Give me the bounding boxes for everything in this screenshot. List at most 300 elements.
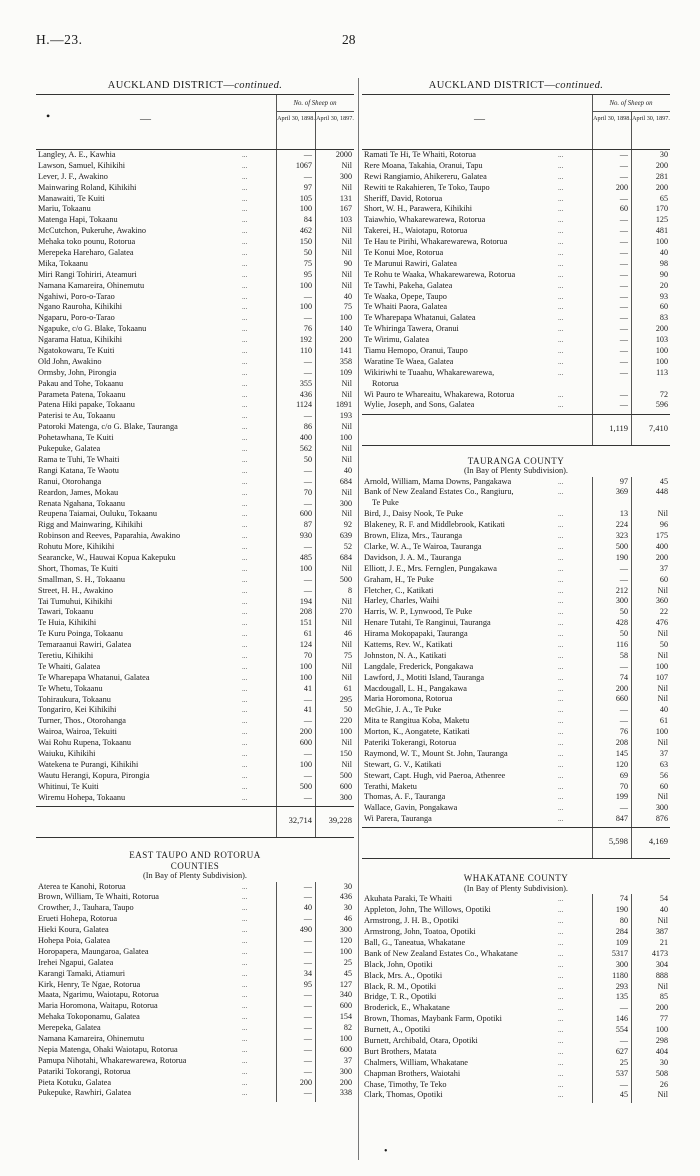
- table-row: [36, 586, 354, 597]
- sheep-1898: 146: [615, 1014, 628, 1024]
- sheep-1898: 50: [619, 629, 628, 639]
- owner-name: Bank of New Zealand Estates Co., Whakatane: [364, 948, 518, 958]
- sheep-1897: 300: [655, 803, 668, 813]
- sheep-1898: 60: [619, 204, 628, 214]
- sheep-1898: —: [303, 1033, 312, 1043]
- sheep-1897: 167: [339, 204, 352, 214]
- leader-dots: ...: [558, 895, 564, 904]
- sheep-1897: 387: [655, 927, 668, 937]
- sheep-1897: 100: [655, 356, 668, 366]
- sheep-1898: 554: [615, 1025, 628, 1035]
- table-row: [362, 292, 670, 303]
- sheep-1897: 40: [343, 465, 352, 475]
- sheep-1897: 100: [339, 946, 352, 956]
- leader-dots: ...: [558, 303, 564, 312]
- table-row: [362, 927, 670, 938]
- sheep-1898: 323: [615, 531, 628, 541]
- table-row: [36, 248, 354, 259]
- table-row: [36, 958, 354, 969]
- owner-name: Temaraanui Rawiri, Galatea: [38, 640, 132, 650]
- table-row: [362, 971, 670, 982]
- sheep-1897: 40: [659, 705, 668, 715]
- owner-name: Pamupa Nihotahi, Whakarewarewa, Rotorua: [38, 1055, 187, 1065]
- sheep-1898: 208: [299, 607, 312, 617]
- sheep-1897: 476: [655, 618, 668, 628]
- sheep-1898: —: [303, 946, 312, 956]
- leader-dots: ...: [242, 575, 248, 584]
- leader-dots: ...: [558, 760, 564, 769]
- sheep-1898: 74: [619, 672, 628, 682]
- owner-name: Merepeka Hareharo, Galatea: [38, 248, 134, 258]
- sheep-1897: 684: [339, 552, 352, 562]
- owner-name: Langley, A. E., Kawhia: [38, 150, 116, 159]
- leader-dots: ...: [558, 662, 564, 671]
- table-row: [362, 596, 670, 607]
- sheep-1898: 1180: [612, 970, 628, 980]
- sheep-1898: 199: [615, 792, 628, 802]
- leader-dots: ...: [558, 270, 564, 279]
- table-row: [36, 237, 354, 248]
- table-row: [36, 607, 354, 618]
- owner-name: Bird, J., Daisy Nook, Te Puke: [364, 509, 464, 519]
- sheep-1897: 25: [343, 957, 352, 967]
- leader-dots: ...: [242, 728, 248, 737]
- table-row: [36, 422, 354, 433]
- owner-name: Arnold, William, Mama Downs, Pangakawa: [364, 476, 512, 486]
- leader-dots: ...: [242, 227, 248, 236]
- leader-dots: ...: [558, 390, 564, 399]
- leader-dots: ...: [242, 597, 248, 606]
- owner-name: Merepeka, Galatea: [38, 1023, 101, 1033]
- table-row: [362, 400, 670, 411]
- table-row: [362, 607, 670, 618]
- sheep-1897: 100: [655, 237, 668, 247]
- table-row: [36, 882, 354, 893]
- leader-dots: ...: [242, 205, 248, 214]
- owner-name: Rewiti te Rakahieren, Te Toko, Taupo: [364, 182, 490, 192]
- sheep-1898: —: [619, 193, 628, 203]
- owner-name: Raymond, W. T., Mount St. John, Tauranga: [364, 748, 508, 758]
- leader-dots: ...: [558, 357, 564, 366]
- table-row: [362, 905, 670, 916]
- owner-name: Te Marunui Rawiri, Galatea: [364, 258, 457, 268]
- sheep-1897: 50: [659, 639, 668, 649]
- sheep-1898: 41: [303, 683, 312, 693]
- owner-name: Ranui, Otorohanga: [38, 476, 102, 486]
- sheep-1898: —: [619, 803, 628, 813]
- sheep-1897: 30: [343, 903, 352, 913]
- sheep-1898: —: [619, 302, 628, 312]
- leader-dots: ...: [242, 336, 248, 345]
- sheep-1897: 281: [655, 171, 668, 181]
- sheep-1898: 224: [615, 520, 628, 530]
- leader-dots: ...: [242, 194, 248, 203]
- sheep-1897: 75: [343, 650, 352, 660]
- sheep-1897: Nil: [657, 629, 668, 639]
- sheep-1898: 485: [299, 552, 312, 562]
- leader-dots: ...: [558, 151, 564, 159]
- sheep-1897: 90: [343, 258, 352, 268]
- leader-dots: ...: [558, 314, 564, 323]
- sheep-1897: 220: [339, 716, 352, 726]
- table-row: [362, 379, 670, 390]
- sheep-1897: Nil: [341, 454, 352, 464]
- table-row: [36, 1078, 354, 1089]
- table-row: [36, 335, 354, 346]
- leader-dots: ...: [242, 1013, 248, 1022]
- table-row: [362, 498, 670, 509]
- leader-dots: ...: [242, 958, 248, 967]
- subtotal-row: [362, 827, 670, 859]
- owner-name: Maria Horomona, Rotorua: [364, 694, 453, 704]
- leader-dots: ...: [242, 915, 248, 924]
- sheep-1897: 200: [655, 1003, 668, 1013]
- leader-dots: ...: [558, 1004, 564, 1013]
- table-row: [362, 150, 670, 161]
- sheep-1898: —: [619, 1079, 628, 1089]
- sheep-1898: —: [303, 574, 312, 584]
- table-row: [36, 302, 354, 313]
- sheep-1897: 1891: [335, 400, 352, 410]
- sheep-1897: 596: [655, 400, 668, 410]
- sheep-1898: 45: [619, 1090, 628, 1100]
- sheep-1897: 150: [339, 748, 352, 758]
- table-row: [36, 575, 354, 586]
- sheep-1897: Nil: [341, 444, 352, 454]
- owner-name: Brown, William, Te Whaiti, Rotorua: [38, 892, 159, 902]
- sheep-1897: 400: [655, 541, 668, 551]
- table-row: [36, 892, 354, 903]
- sheep-1898: 192: [299, 335, 312, 345]
- leader-dots: ...: [558, 1047, 564, 1056]
- col-header-1897: April 30, 1897.: [632, 115, 670, 122]
- table-row: [36, 390, 354, 401]
- sheep-1897: 508: [655, 1068, 668, 1078]
- sheep-1898: —: [303, 356, 312, 366]
- table-row: [362, 684, 670, 695]
- sheep-1898: —: [619, 171, 628, 181]
- owner-name: Blakeney, R. F. and Middlebrook, Katikati: [364, 520, 505, 530]
- owner-name: Mita te Rangitua Koba, Maketu: [364, 716, 470, 726]
- sheep-1897: 54: [659, 894, 668, 904]
- leader-dots: ...: [558, 292, 564, 301]
- owner-name: Wiremu Hohepa, Tokaanu: [38, 792, 126, 802]
- sheep-1897: 600: [339, 781, 352, 791]
- sheep-1897: 98: [659, 258, 668, 268]
- sheep-1898: —: [619, 346, 628, 356]
- owner-name: Erueti Hohepa, Rotorua: [38, 914, 118, 924]
- table-row: [36, 215, 354, 226]
- leader-dots: ...: [242, 249, 248, 258]
- sheep-1898: —: [619, 226, 628, 236]
- sheep-1897: 436: [339, 892, 352, 902]
- table-row: [36, 662, 354, 673]
- sheep-1897: 100: [339, 727, 352, 737]
- owner-name: Ngano Rauroha, Kihikihi: [38, 302, 123, 312]
- sheep-1898: —: [619, 661, 628, 671]
- owner-name: Burnett, Archibald, Otara, Opotiki: [364, 1035, 478, 1045]
- owner-name: Mariu, Tokaanu: [38, 204, 91, 214]
- table-row: [36, 400, 354, 411]
- sheep-1898: —: [619, 574, 628, 584]
- sheep-1898: 627: [615, 1046, 628, 1056]
- leader-dots: ...: [242, 368, 248, 377]
- table-row: [36, 618, 354, 629]
- leader-dots: ...: [558, 194, 564, 203]
- leader-dots: ...: [242, 292, 248, 301]
- table-row: [362, 564, 670, 575]
- leader-dots: ...: [242, 543, 248, 552]
- table-row: [36, 738, 354, 749]
- sheep-1898: 87: [303, 520, 312, 530]
- sheep-1897: 103: [339, 215, 352, 225]
- owner-name: Short, W. H., Parawera, Kihikihi: [364, 204, 473, 214]
- owner-name: Teretiu, Kihikihi: [38, 650, 94, 660]
- table-row: [362, 673, 670, 684]
- sheep-1897: 141: [339, 346, 352, 356]
- owner-name: Smallman, S. H., Tokaanu: [38, 574, 126, 584]
- table-row: [36, 793, 354, 804]
- owner-name: Nepia Matenga, Ohaki Waiotapu, Rotorua: [38, 1044, 178, 1054]
- subtotal-1897: 39,228: [328, 815, 352, 825]
- leader-dots: ...: [558, 368, 564, 377]
- table-row: [362, 938, 670, 949]
- table-row: [362, 1014, 670, 1025]
- owner-name: Ramati Te Hi, Te Whaiti, Rotorua: [364, 150, 476, 159]
- sheep-1898: 61: [303, 629, 312, 639]
- table-row: [362, 1090, 670, 1101]
- sheep-1898: 600: [299, 738, 312, 748]
- sheep-1897: 481: [655, 226, 668, 236]
- leader-dots: ...: [558, 172, 564, 181]
- leader-dots: ...: [242, 412, 248, 421]
- table-row: [36, 749, 354, 760]
- sheep-1898: —: [619, 563, 628, 573]
- table-row: [36, 947, 354, 958]
- table-row: [36, 477, 354, 488]
- leader-dots: ...: [558, 771, 564, 780]
- owner-name: Mehaka toko pounu, Rotorua: [38, 237, 136, 247]
- leader-dots: ...: [558, 738, 564, 747]
- owner-name: Graham, H., Te Puke: [364, 574, 434, 584]
- table-row: [362, 183, 670, 194]
- leader-dots: ...: [242, 1089, 248, 1098]
- owner-name: Clark, Thomas, Opotiki: [364, 1090, 443, 1100]
- sheep-1898: 124: [299, 640, 312, 650]
- leader-dots: ...: [242, 434, 248, 443]
- sheep-1897: 639: [339, 531, 352, 541]
- sheep-1898: 50: [303, 454, 312, 464]
- owner-name: Wi Parera, Tauranga: [364, 814, 432, 824]
- owner-name: Mehaka Tokoponamu, Galatea: [38, 1012, 140, 1022]
- sheep-1898: 100: [299, 204, 312, 214]
- sheep-1897: 65: [659, 193, 668, 203]
- sheep-1897: 37: [659, 748, 668, 758]
- owner-name: Rama te Tuhi, Te Whaiti: [38, 454, 120, 464]
- sheep-1897: 60: [659, 302, 668, 312]
- owner-name: Watekena te Purangi, Kihikihi: [38, 759, 139, 769]
- table-row: [362, 270, 670, 281]
- leader-dots: ...: [558, 401, 564, 410]
- owner-name: Pieta Kotuku, Galatea: [38, 1077, 112, 1087]
- owner-name: Stewart, Capt. Hugh, vid Paeroa, Athenree: [364, 770, 506, 780]
- leader-dots: ...: [558, 510, 564, 519]
- owner-name: Matenga Hapi, Tokaanu: [38, 215, 118, 225]
- sheep-1897: Nil: [657, 683, 668, 693]
- table-row: [362, 727, 670, 738]
- table-row: [362, 618, 670, 629]
- sheep-1898: 100: [299, 672, 312, 682]
- sheep-1898: 116: [616, 639, 628, 649]
- table-row: [362, 803, 670, 814]
- sheep-1897: 60: [659, 574, 668, 584]
- table-row: [362, 487, 670, 498]
- table-row: [36, 346, 354, 357]
- owner-name: Kattems, Rev. W., Katikati: [364, 639, 453, 649]
- sheep-1898: 135: [615, 992, 628, 1002]
- owner-name: Tai Tumuhui, Kihikihi: [38, 596, 113, 606]
- sheep-1897: 109: [339, 367, 352, 377]
- sheep-1898: 13: [619, 509, 628, 519]
- sheep-1898: 1067: [295, 160, 312, 170]
- table-row: [36, 1056, 354, 1067]
- table-row: [362, 1025, 670, 1036]
- sheep-1898: 84: [303, 215, 312, 225]
- sheep-1898: 208: [615, 737, 628, 747]
- leader-dots: ...: [558, 673, 564, 682]
- owner-name: Tongariro, Kei Kihikihi: [38, 705, 117, 715]
- table-row: [362, 357, 670, 368]
- owner-name: Ormsby, John, Pirongia: [38, 367, 117, 377]
- sheep-1897: 40: [659, 248, 668, 258]
- sheep-1897: 45: [659, 476, 668, 486]
- owner-name: Old John, Awakino: [38, 356, 102, 366]
- sheep-1898: —: [619, 356, 628, 366]
- section-subheading: (In Bay of Plenty Subdivision).: [143, 871, 247, 880]
- sheep-1897: 61: [659, 716, 668, 726]
- sheep-1897: Nil: [341, 280, 352, 290]
- leader-dots: ...: [242, 314, 248, 323]
- sheep-1897: 26: [659, 1079, 668, 1089]
- owner-name: Wikiriwhi te Tuaahu, Whakarewarewa,: [364, 367, 495, 377]
- owner-name: Morton, K., Aongatete, Katikati: [364, 727, 470, 737]
- sheep-1898: 428: [615, 618, 628, 628]
- leader-dots: ...: [558, 630, 564, 639]
- sheep-1898: 284: [615, 927, 628, 937]
- right-column: [362, 78, 670, 1103]
- leader-dots: ...: [242, 619, 248, 628]
- table-row: [36, 324, 354, 335]
- sheep-1898: 1124: [296, 400, 312, 410]
- leader-dots: ...: [558, 1015, 564, 1024]
- subtotal-1898: 1,119: [609, 422, 628, 433]
- sheep-1898: 355: [299, 378, 312, 388]
- sheep-1897: Nil: [341, 182, 352, 192]
- table-row: [362, 248, 670, 259]
- sheep-1898: —: [303, 1055, 312, 1065]
- sheep-1898: —: [619, 291, 628, 301]
- leader-dots: ...: [242, 216, 248, 225]
- table-row: [36, 1023, 354, 1034]
- table-row: [362, 302, 670, 313]
- owner-name: Bridge, T. R., Opotiki: [364, 992, 437, 1002]
- leader-dots: ...: [242, 662, 248, 671]
- sheep-1897: 100: [655, 1025, 668, 1035]
- table-row: [36, 499, 354, 510]
- table-row: [36, 1012, 354, 1023]
- sheep-1898: 120: [615, 759, 628, 769]
- col-header-1897: April 30, 1897.: [316, 115, 354, 122]
- leader-dots: ...: [242, 564, 248, 573]
- table-row: [36, 183, 354, 194]
- owner-name: Wallace, Gavin, Pongakawa: [364, 803, 458, 813]
- owner-name: Chase, Timothy, Te Teko: [364, 1079, 447, 1089]
- owner-name: Burt Brothers, Matata: [364, 1046, 437, 1056]
- leader-dots: ...: [558, 706, 564, 715]
- leader-dots: ...: [242, 926, 248, 935]
- owner-name: Aterea te Kanohi, Rotorua: [38, 881, 126, 891]
- owner-name: Karangi Tamaki, Atiamuri: [38, 968, 126, 978]
- leader-dots: ...: [242, 1056, 248, 1065]
- sheep-1897: 37: [343, 1055, 352, 1065]
- sheep-1897: 500: [339, 574, 352, 584]
- name-column-dash: —: [140, 113, 151, 125]
- owner-name: Parameta Patena, Tokaanu: [38, 389, 126, 399]
- table-row: [36, 651, 354, 662]
- sheep-1897: 30: [659, 1057, 668, 1067]
- owner-name: Armstrong, J. H. B., Opotiki: [364, 916, 459, 926]
- sheep-1898: —: [303, 914, 312, 924]
- sheep-1898: 70: [303, 650, 312, 660]
- sheep-1898: —: [619, 400, 628, 410]
- sheep-1897: Nil: [341, 237, 352, 247]
- sheep-1898: 95: [303, 979, 312, 989]
- table-row: [362, 982, 670, 993]
- owner-name: Bank of New Zealand Estates Co., Rangiuru,: [364, 487, 514, 497]
- sheep-1897: Nil: [657, 509, 668, 519]
- owner-name: Te Wharepapa Whatanui, Galatea: [364, 313, 476, 323]
- owner-name: Terathi, Maketu: [364, 781, 417, 791]
- owner-name: Wai Rohu Rupena, Tokaanu: [38, 738, 132, 748]
- table-row: [362, 629, 670, 640]
- sheep-1898: —: [303, 1088, 312, 1098]
- table-row: [362, 226, 670, 237]
- sheep-1897: 100: [339, 433, 352, 443]
- owner-name: Irehei Ngapui, Galatea: [38, 957, 114, 967]
- leader-dots: ...: [558, 336, 564, 345]
- leader-dots: ...: [558, 1036, 564, 1045]
- leader-dots: ...: [558, 971, 564, 980]
- sheep-1898: —: [619, 313, 628, 323]
- owner-name: Horopapera, Maungaroa, Galatea: [38, 946, 149, 956]
- owner-name: Ngahiwi, Poro-o-Tarao: [38, 291, 115, 301]
- table-row: [36, 466, 354, 477]
- owner-name: Armstrong, John, Toatoa, Opotiki: [364, 927, 476, 937]
- section-heading: EAST TAUPO AND ROTORUA: [129, 850, 261, 860]
- sheep-1897: 295: [339, 694, 352, 704]
- sheep-1898: 490: [299, 925, 312, 935]
- sheep-1897: Nil: [341, 378, 352, 388]
- leader-dots: ...: [242, 401, 248, 410]
- leader-dots: ...: [558, 651, 564, 660]
- leader-dots: ...: [242, 325, 248, 334]
- table-row: [36, 1045, 354, 1056]
- col-header-1898: April 30, 1898.: [277, 115, 315, 122]
- page-header: [0, 32, 700, 52]
- owner-name: Stewart, G. V., Katikati: [364, 759, 442, 769]
- sheep-1898: —: [303, 465, 312, 475]
- table-row: [36, 161, 354, 172]
